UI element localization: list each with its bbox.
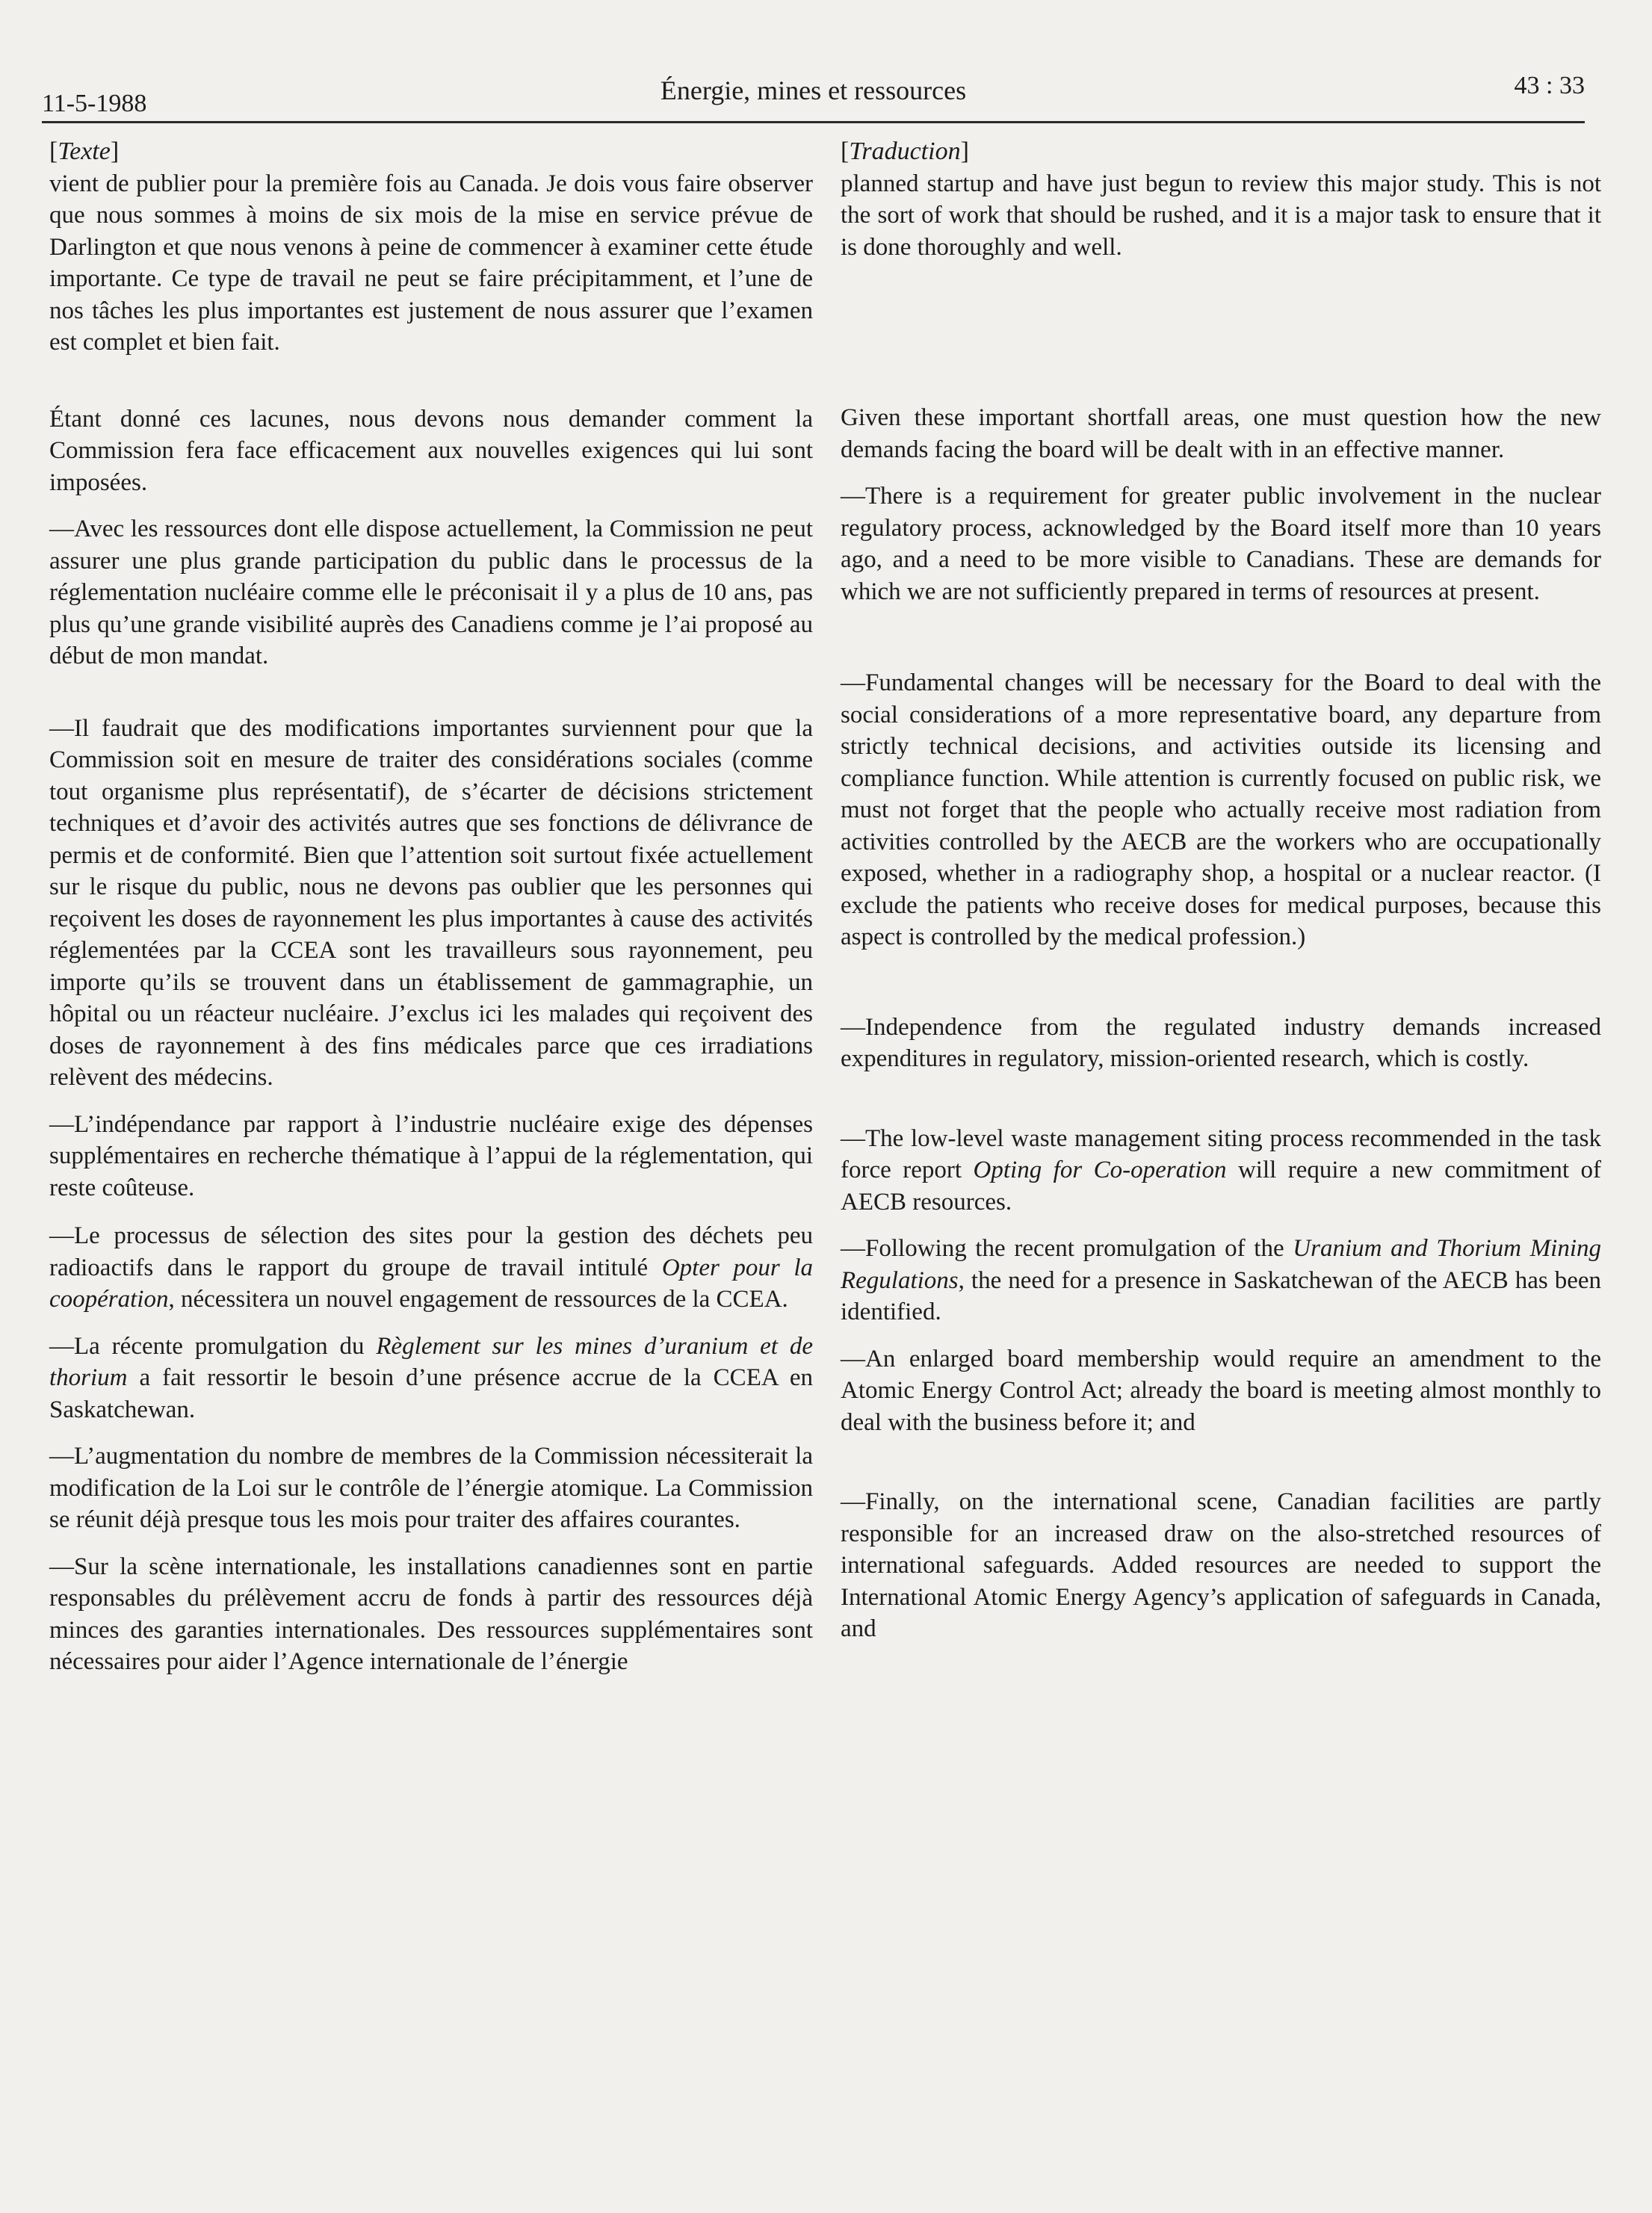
en-p6-report-title: Opting for Co-operation [973, 1157, 1227, 1183]
en-paragraph-1: planned startup and have just begun to review this major study. This is not the sort of work that should be rushed, and it is a major task to ensure that it is done thoroughly and well. [841, 170, 1601, 261]
en-paragraph-7 [841, 1233, 1601, 1328]
en-paragraph-3: —There is a requirement for greater public involvement in the nuclear regulatory process, acknowledged by the Board itself more than 10 years ago, and a need to be more visible to Canadians. These are demands for which we are not sufficiently prepared in terms of resources at present. [841, 483, 1601, 605]
fr-paragraph-7 [49, 1331, 813, 1426]
fr-p7-regulation-title: Règlement sur les mines d’uranium et de thorium [49, 1332, 813, 1391]
fr-p6-tail: , nécessitera un nouvel engagement de ressources de la CCEA. [168, 1286, 788, 1313]
fr-paragraph-1: vient de publier pour la première fois au Canada. Je dois vous faire observer que nous sommes à moins de six mois de la mise en service prévue de Darlington et que nous venons à peine de commencer à examiner cette étude importante. Ce type de travail ne peut se faire précipitamment, et l’une de nos tâches les plus importantes est justement de nous assurer que l’examen est complet et bien fait. [49, 170, 813, 356]
fr-paragraph-3: —Avec les ressources dont elle dispose actuellement, la Commission ne peut assurer une plus grande participation du public dans le processus de la réglementation nucléaire comme elle le préconisait il y a plus de 10 ans, pas plus qu’une grande visibilité auprès des Canadiens comme je l’ai proposé au début de mon mandat. [49, 516, 813, 669]
column-label-traduction: [Traduction] [841, 137, 969, 165]
fr-paragraph-8: —L’augmentation du nombre de membres de la Commission nécessiterait la modification de la Loi sur le contrôle de l’énergie atomique. La Commission se réunit déjà presque tous les mois pour traiter des affaires courantes. [49, 1443, 813, 1533]
en-p6-tail: will require a new commitment of AECB resources. [841, 1157, 1602, 1216]
column-label-texte: [Texte] [49, 137, 120, 165]
en-paragraph-8: —An enlarged board membership would require an amendment to the Atomic Energy Control Act; already the board is meeting almost monthly to deal with the business before it; and [841, 1345, 1601, 1436]
fr-p7-lead: —La récente promulgation du [49, 1332, 365, 1360]
fr-p6-report-title: Opter pour la coopération [49, 1254, 814, 1313]
en-p7-lead: —Following the recent promulgation of the [841, 1235, 1284, 1262]
header-date: 11-5-1988 [42, 90, 147, 117]
en-paragraph-4: —Fundamental changes will be necessary for the Board to deal with the social considerations of a more representative board, any departure from strictly technical decisions, and activities outside its licensing and compliance function. While attention is currently focused on public risk, we must not forget that the people who actually receive most radiation from activities controlled by the AECB are the workers who are occupationally exposed, whether in a radiography shop, a hospital or a nuclear reactor. (I exclude the patients who receive doses for medical purposes, because this aspect is controlled by the medical profession.) [841, 669, 1601, 950]
page-header [42, 72, 1585, 117]
fr-paragraph-4: —Il faudrait que des modifications importantes surviennent pour que la Commission soit en mesure de traiter des considérations sociales (comme tout organisme plus représentatif), de s’écarter de décisions strictement techniques et d’avoir des activités autres que ses fonctions de délivrance de permis et de conformité. Bien que l’attention soit surtout fixée actuellement sur le risque du public, nous ne devons pas oublier que les personnes qui reçoivent les doses de rayonnement les plus importantes à cause des activités réglementées par la CCEA sont les travailleurs sous rayonnement, peu importe qu’ils se trouvent dans un établissement de gammagraphie, un hôpital ou un réacteur nucléaire. J’exclus ici les malades qui reçoivent des doses de rayonnement à des fins médicales parce que ces irradiations relèvent des médecins. [49, 714, 813, 1091]
french-column [49, 136, 813, 1678]
english-column [841, 136, 1601, 1645]
en-paragraph-5: —Independence from the regulated industry demands increased expenditures in regulatory, mission-oriented research, which is costly. [841, 1013, 1601, 1072]
fr-p6-lead: —Le processus de sélection des sites pour la gestion des déchets peu radioactifs dans le rapport du groupe de travail intitulé [49, 1222, 813, 1281]
fr-paragraph-5: —L’indépendance par rapport à l’industrie nucléaire exige des dépenses supplémentaires en recherche thématique à l’appui de la réglementation, qui reste coûteuse. [49, 1110, 813, 1201]
fr-paragraph-2: Étant donné ces lacunes, nous devons nous demander comment la Commission fera face efficacement aux nouvelles exigences qui lui sont imposées. [49, 405, 813, 496]
fr-paragraph-6 [49, 1220, 813, 1316]
en-p7-tail: , the need for a presence in Saskatchewan of the AECB has been identified. [841, 1266, 1601, 1325]
en-paragraph-6 [841, 1123, 1601, 1219]
en-paragraph-2: Given these important shortfall areas, one must question how the new demands facing the board will be dealt with in an effective manner. [841, 404, 1601, 463]
header-page-number: 43 : 33 [1514, 72, 1585, 99]
fr-p7-tail: a fait ressortir le besoin d’une présence accrue de la CCEA en Saskatchewan. [49, 1364, 813, 1423]
en-paragraph-9: —Finally, on the international scene, Canadian facilities are partly responsible for an increased draw on the also-stretched resources of international safeguards. Added resources are needed to support the International Atomic Energy Agency’s application of safeguards in Canada, and [841, 1488, 1601, 1642]
label-text: Traduction [849, 137, 961, 165]
fr-paragraph-9: —Sur la scène internationale, les installations canadiennes sont en partie responsables du prélèvement accru de fonds à partir des ressources déjà minces des garanties internationales. Des ressources supplémentaires sont nécessaires pour aider l’Agence internationale de l’énergie [49, 1553, 813, 1675]
en-p6-lead: —The low-level waste management siting process recommended in the task force report [841, 1124, 1601, 1183]
header-rule [42, 121, 1585, 123]
en-p7-regulation-title: Uranium and Thorium Mining Regulations [841, 1235, 1602, 1294]
header-title: Énergie, mines et ressources [660, 75, 967, 105]
label-text: Texte [58, 137, 111, 165]
